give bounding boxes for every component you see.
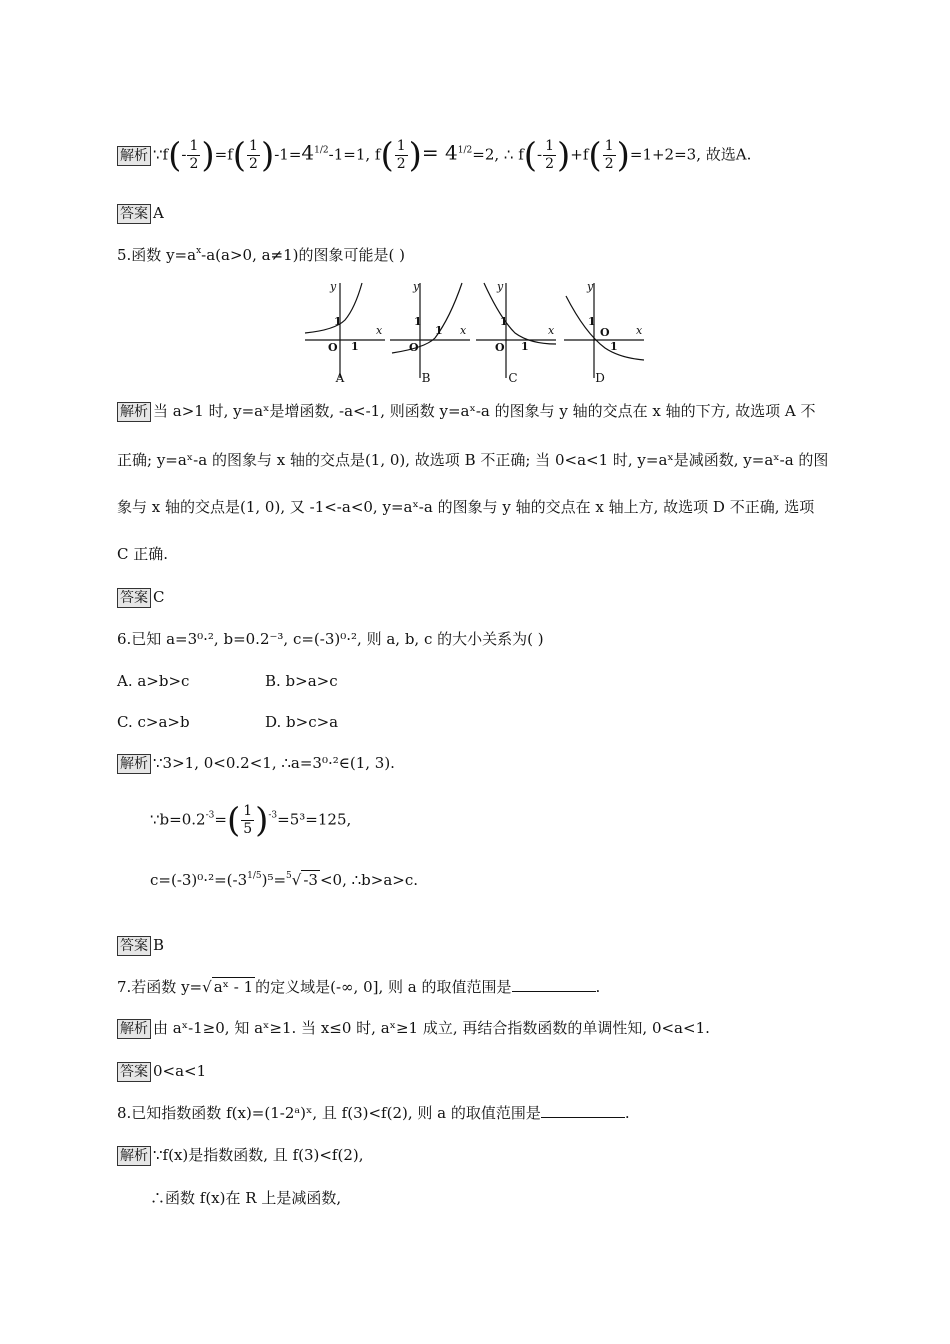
graph-a-one-x: 1 [351, 340, 359, 353]
graph-b-one-y: 1 [414, 315, 422, 328]
graph-d-one-y: 1 [588, 315, 596, 328]
q4-solution: 解析 ∵f(- $\frac{1}{2}$ )=f( $\frac{1}{2}$ )$-1=4^{1/2}-1=1$, f( $\frac{1}{2}$ )= $4^{1/2}=2$, ∴ f(- $\frac{1}{2}$ )+f( $\frac{1}{2}$ )=1+2=3, 故选A. [117, 138, 832, 173]
q4-answer: 答案 A [117, 202, 832, 224]
graph-c-x-label: x [548, 324, 555, 337]
jiexi-tag: 解析 [117, 1146, 151, 1166]
q6-answer: 答案 B [117, 934, 832, 956]
graph-c [476, 283, 556, 378]
graph-a-y-label: y [330, 280, 337, 293]
graph-label-c: C [508, 371, 518, 385]
q5-solution-1: 解析 当 a>1 时, y=aˣ是增函数, -a<-1, 则函数 y=aˣ-a 的图象与 y 轴的交点在 x 轴的下方, 故选项 A 不 [117, 400, 832, 422]
q8-stem: 8.已知指数函数 f(x)=(1-2ᵃ)ˣ, 且 f(3)<f(2), 则 a 的取值范围是 . [117, 1104, 630, 1122]
q6-solution-2: $\because b=0.2^{-3}=$( $\frac{1}{5}$ )$^{-3}$=5³=125, [150, 800, 352, 841]
q6-solution-1: 解析 ∵3>1, 0<0.2<1, ∴a=3⁰·²∈(1, 3). [117, 752, 832, 774]
q5-graphs [300, 278, 650, 386]
graph-b-y-label: y [413, 280, 420, 293]
graph-label-b: B [421, 371, 431, 385]
q7-stem: 7.若函数 y=√ aˣ - 1 的定义域是(-∞, 0], 则 a 的取值范围是 . [117, 978, 601, 996]
q5-stem: 5.函数 $y=a^x-a(a>0$, a≠1)的图象可能是( ) [117, 246, 405, 264]
q6-stem: 6.已知 a=3⁰·², b=0.2⁻³, c=(-3)⁰·², 则 a, b, c 的大小关系为( ) [117, 630, 544, 648]
jiexi-tag: 解析 [117, 146, 151, 166]
q6-options-row2 [117, 711, 832, 733]
q5-answer: 答案 C [117, 586, 832, 608]
graph-a [305, 283, 385, 378]
option-a: A. a>b>c [117, 672, 190, 690]
graph-label-d: D [595, 371, 605, 385]
graph-b-one-x: 1 [435, 324, 443, 337]
graph-a-one-y: 1 [334, 315, 342, 328]
daan-tag: 答案 [117, 1062, 151, 1082]
daan-tag: 答案 [117, 588, 151, 608]
q8-solution-2: ∴函数 f(x)在 R 上是减函数, [150, 1189, 342, 1207]
jiexi-tag: 解析 [117, 402, 151, 422]
half-fraction: $\frac{1}{2}$ [189, 138, 199, 172]
graph-a-origin: O [328, 341, 338, 354]
q7-blank [512, 977, 596, 992]
option-d: D. b>c>a [265, 713, 339, 731]
q5-solution-2: 正确; y=aˣ-a 的图象与 x 轴的交点是(1, 0), 故选项 B 不正确; 当 0<a<1 时, y=aˣ是减函数, y=aˣ-a 的图 [117, 451, 829, 469]
graph-c-one-x: 1 [521, 340, 529, 353]
graph-b [390, 283, 470, 378]
graph-d-origin: O [600, 326, 610, 339]
jiexi-tag: 解析 [117, 754, 151, 774]
graph-a-x-label: x [376, 324, 383, 337]
q8-blank [541, 1103, 625, 1118]
graph-b-origin: O [409, 341, 419, 354]
daan-tag: 答案 [117, 204, 151, 224]
graph-label-a: A [335, 371, 345, 385]
graph-d-x-label: x [636, 324, 643, 337]
q8-solution-1: 解析 ∵f(x)是指数函数, 且 f(3)<f(2), [117, 1144, 832, 1166]
graph-c-one-y: 1 [500, 315, 508, 328]
q5-solution-4: C 正确. [117, 545, 169, 563]
graph-d-one-x: 1 [610, 340, 618, 353]
graph-b-x-label: x [460, 324, 467, 337]
q7-solution: 解析 由 aˣ-1≥0, 知 aˣ≥1. 当 x≤0 时, aˣ≥1 成立, 再结合指数函数的单调性知, 0<a<1. [117, 1017, 832, 1039]
jiexi-tag: 解析 [117, 1019, 151, 1039]
daan-tag: 答案 [117, 936, 151, 956]
graph-d-y-label: y [587, 280, 594, 293]
q6-solution-3: $c=(-3)^0\cdot^2=(-3^{1/5})^5=^5√$ -3 <0, ∴b>a>c. [150, 871, 419, 889]
q6-options-row1 [117, 670, 832, 692]
q7-answer: 答案 0<a<1 [117, 1060, 832, 1082]
q5-solution-3: 象与 x 轴的交点是(1, 0), 又 -1<-a<0, y=aˣ-a 的图象与 y 轴的交点在 x 轴上方, 故选项 D 不正确, 选项 [117, 498, 815, 516]
option-c: C. c>a>b [117, 713, 190, 731]
graph-c-y-label: y [497, 280, 504, 293]
graph-c-origin: O [495, 341, 505, 354]
option-b: B. b>a>c [265, 672, 338, 690]
